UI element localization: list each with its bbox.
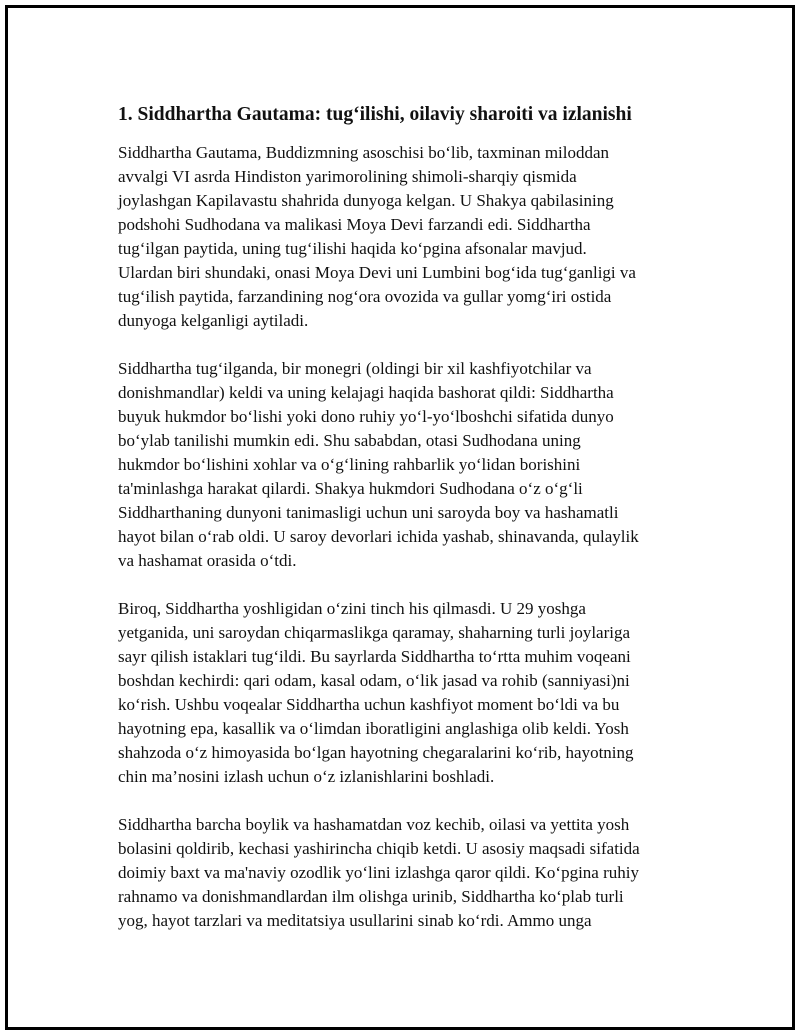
text-line: sayr qilish istaklari tug‘ildi. Bu sayrlarda Siddhartha to‘rtta muhim voqeani (118, 647, 631, 666)
text-line: podshohi Sudhodana va malikasi Moya Devi farzandi edi. Siddhartha (118, 215, 591, 234)
text-line: rahnamo va donishmandlardan ilm olishga urinib, Siddhartha ko‘plab turli (118, 887, 624, 906)
text-line: shahzoda o‘z himoyasida bo‘lgan hayotning chegaralarini ko‘rib, hayotning (118, 743, 634, 762)
text-line: tug‘ilish paytida, farzandining nog‘ora ovozida va gullar yomg‘iri ostida (118, 287, 612, 306)
text-line: joylashgan Kapilavastu shahrida dunyoga kelgan. U Shakya qabilasining (118, 191, 614, 210)
section-heading: 1. Siddhartha Gautama: tug‘ilishi, oilaviy sharoiti va izlanishi (118, 104, 632, 125)
text-line: dunyoga kelganligi aytiladi. (118, 311, 309, 330)
text-line: Siddhartha barcha boylik va hashamatdan voz kechib, oilasi va yettita yosh (118, 815, 630, 834)
text-line: donishmandlar) keldi va uning kelajagi haqida bashorat qildi: Siddhartha (118, 383, 614, 402)
text-line: buyuk hukmdor bo‘lishi yoki dono ruhiy yo‘l-yo‘lboshchi sifatida dunyo (118, 407, 614, 426)
text-line: tug‘ilgan paytida, uning tug‘ilishi haqida ko‘pgina afsonalar mavjud. (118, 239, 587, 258)
text-line: hayot bilan o‘rab oldi. U saroy devorlari ichida yashab, shinavanda, qulaylik (118, 527, 639, 546)
text-line: doimiy baxt va ma'naviy ozodlik yo‘lini izlashga qaror qildi. Ko‘pgina ruhiy (118, 863, 639, 882)
text-line: Ulardan biri shundaki, onasi Moya Devi uni Lumbini bog‘ida tug‘ganligi va (118, 263, 636, 282)
text-line: ta'minlashga harakat qilardi. Shakya hukmdori Sudhodana o‘z o‘g‘li (118, 479, 583, 498)
text-line: avvalgi VI asrda Hindiston yarimorolining shimoli-sharqiy qismida (118, 167, 577, 186)
text-line: bolasini qoldirib, kechasi yashirincha chiqib ketdi. U asosiy maqsadi sifatida (118, 839, 640, 858)
text-line: yetganida, uni saroydan chiqarmaslikga qaramay, shaharning turli joylariga (118, 623, 631, 642)
text-line: boshdan kechirdi: qari odam, kasal odam, o‘lik jasad va rohib (sanniyasi)ni (118, 671, 630, 690)
text-line: Siddhartha tug‘ilganda, bir monegri (oldingi bir xil kashfiyotchilar va (118, 359, 592, 378)
text-line: ko‘rish. Ushbu voqealar Siddhartha uchun kashfiyot moment bo‘ldi va bu (118, 695, 620, 714)
text-line: hukmdor bo‘lishini xohlar va o‘g‘lining rahbarlik yo‘lidan borishini (118, 455, 581, 474)
text-line: chin ma’nosini izlash uchun o‘z izlanishlarini boshladi. (118, 767, 495, 786)
text-line: Siddharthaning dunyoni tanimasligi uchun uni saroyda boy va hashamatli (118, 503, 619, 522)
text-line: Biroq, Siddhartha yoshligidan o‘zini tinch his qilmasdi. U 29 yoshga (118, 599, 586, 618)
paragraph-3 (118, 597, 698, 789)
document-body (118, 101, 698, 957)
page-frame (5, 5, 795, 1030)
text-line: yog, hayot tarzlari va meditatsiya usullarini sinab ko‘rdi. Ammo unga (118, 911, 592, 930)
text-line: hayotning epa, kasallik va o‘limdan iboratligini anglashiga olib keldi. Yosh (118, 719, 629, 738)
paragraph-4 (118, 813, 698, 933)
paragraph-2 (118, 357, 698, 573)
paragraph-1 (118, 141, 698, 333)
text-line: va hashamat orasida o‘tdi. (118, 551, 297, 570)
text-line: Siddhartha Gautama, Buddizmning asoschisi bo‘lib, taxminan miloddan (118, 143, 610, 162)
text-line: bo‘ylab tanilishi mumkin edi. Shu sababdan, otasi Sudhodana uning (118, 431, 581, 450)
